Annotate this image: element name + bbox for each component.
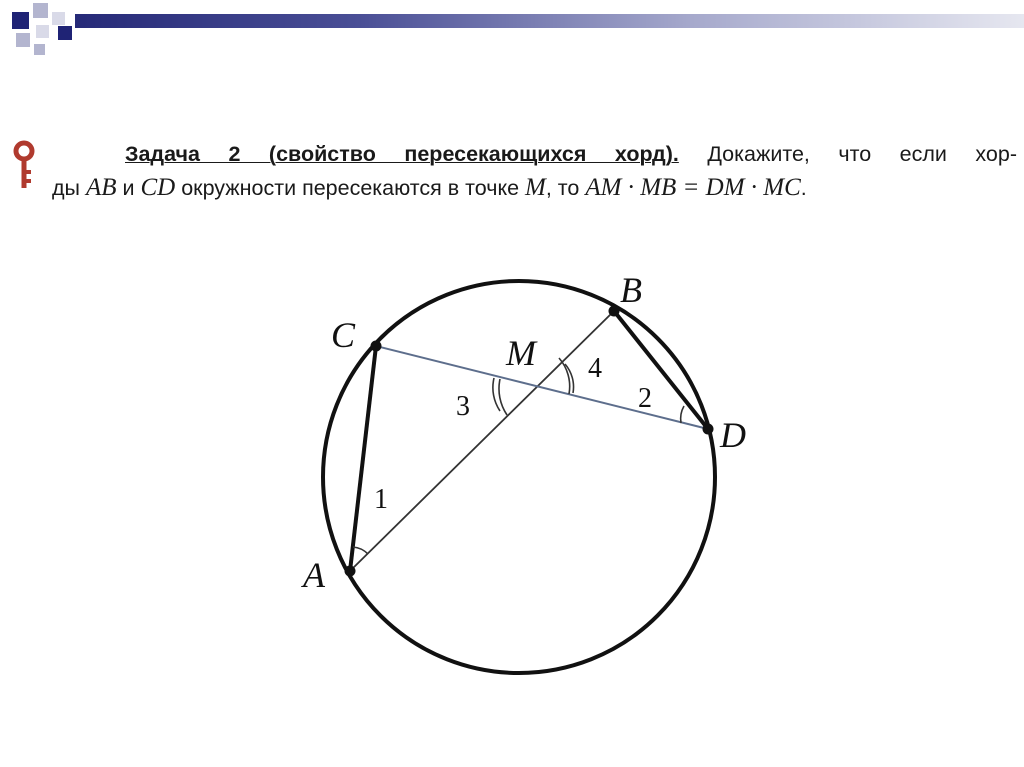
point-label: M bbox=[525, 174, 546, 201]
angle-3-arc bbox=[499, 379, 507, 415]
segment-bd bbox=[614, 311, 708, 429]
point-d bbox=[703, 424, 714, 435]
problem-text: Докажите, что если хор- bbox=[678, 142, 1018, 166]
label-a: A bbox=[303, 555, 325, 595]
problem-title: Задача 2 (свойство пересекающихся хорд). bbox=[125, 142, 679, 166]
segment-ac bbox=[350, 346, 376, 571]
problem-text: и bbox=[116, 176, 141, 200]
problem-text: , то bbox=[545, 176, 586, 200]
chord-cd bbox=[376, 346, 708, 429]
point-a bbox=[345, 566, 356, 577]
angle-label-1: 1 bbox=[374, 484, 388, 515]
problem-text: окружности пересекаются в точке bbox=[175, 176, 526, 200]
angle-label-2: 2 bbox=[638, 383, 652, 414]
point-b bbox=[609, 306, 620, 317]
label-d: D bbox=[720, 415, 746, 455]
label-c: C bbox=[331, 315, 356, 355]
angle-label-3: 3 bbox=[456, 391, 470, 422]
angle-1-arc bbox=[353, 547, 368, 554]
point-c bbox=[371, 341, 382, 352]
label-b: B bbox=[620, 270, 642, 310]
problem-text: . bbox=[800, 176, 807, 200]
angle-label-4: 4 bbox=[588, 353, 602, 384]
label-m: M bbox=[506, 333, 536, 373]
problem-text: ды bbox=[52, 176, 86, 200]
chord-label: AB bbox=[85, 174, 117, 201]
angle-2-arc bbox=[681, 406, 684, 423]
chord-label: CD bbox=[140, 174, 176, 201]
equation: AM · MB = DM · MC bbox=[585, 174, 801, 201]
